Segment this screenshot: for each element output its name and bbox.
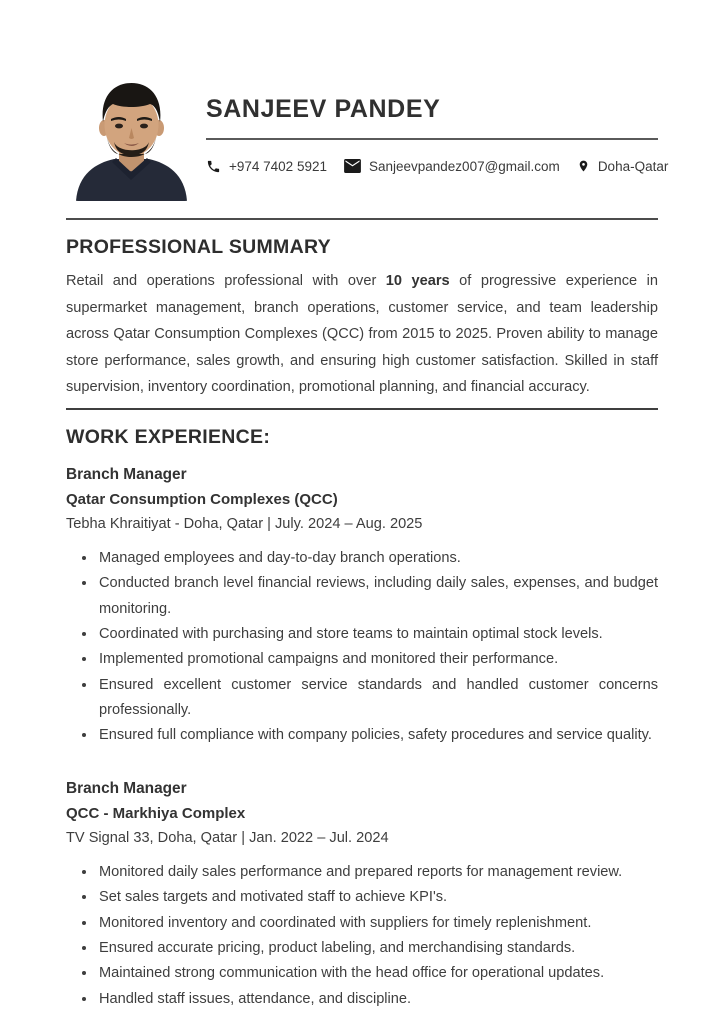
job-company: Qatar Consumption Complexes (QCC) [66, 490, 338, 508]
candidate-name: SANJEEV PANDEY [206, 95, 441, 123]
bullet-item: • Ensured accurate pricing, product labeling, and merchandising standards. [97, 936, 658, 961]
phone-text: +974 7402 5921 [229, 158, 327, 174]
experience-heading: WORK EXPERIENCE: [66, 425, 271, 448]
bullet-item: • Set sales targets and motivated staff to achieve KPI's. [97, 885, 658, 910]
header-divider [66, 218, 658, 220]
phone-icon [206, 159, 221, 174]
bullet-item: • Coordinated with purchasing and store teams to maintain optimal stock levels. [97, 622, 658, 647]
bullet-item: • Managed employees and day-to-day branch operations. [97, 546, 658, 571]
summary-text-1: Retail and operations professional with over [66, 273, 386, 289]
contact-location [577, 158, 669, 174]
job-entry-1 [66, 466, 658, 749]
location-text: Doha-Qatar [597, 158, 669, 174]
email-icon [344, 159, 361, 173]
summary-heading: PROFESSIONAL SUMMARY [66, 236, 331, 258]
bullet-item: • Ensured excellent customer service standards and handled customer concerns professionally. [97, 673, 658, 724]
summary-bold-years: 10 years [385, 273, 450, 289]
resume-header [66, 70, 669, 201]
email-text: Sanjeevpandez007@gmail.com [368, 158, 560, 174]
bullet-item: • Monitored daily sales performance and prepared reports for management review. [97, 860, 658, 885]
contact-email [344, 159, 560, 174]
summary-paragraph [66, 268, 658, 401]
job-location-dates: Tebha Khraitiyat - Doha, Qatar | July. 2024 – Aug. 2025 [66, 515, 423, 532]
summary-divider [66, 408, 658, 410]
profile-photo [66, 70, 197, 201]
name-underline [206, 138, 658, 140]
bullet-item: • Monitored inventory and coordinated with suppliers for timely replenishment. [97, 911, 658, 936]
bullet-item: • Implemented promotional campaigns and monitored their performance. [97, 647, 658, 672]
header-text-block [206, 70, 669, 201]
location-pin-icon [577, 158, 590, 174]
bullet-item: • Maintained strong communication with the head office for operational updates. [97, 961, 658, 986]
job-company: QCC - Markhiya Complex [66, 804, 246, 822]
contact-row [206, 158, 669, 174]
job-title: Branch Manager [66, 465, 187, 483]
job-title: Branch Manager [66, 779, 187, 797]
profile-photo-illustration [66, 70, 197, 201]
bullet-item: • Handled staff issues, attendance, and discipline. [97, 987, 658, 1012]
job-location-dates: TV Signal 33, Doha, Qatar | Jan. 2022 – Jul. 2024 [66, 829, 389, 846]
bullet-item: • Conducted branch level financial reviews, including daily sales, expenses, and budget monitoring. [97, 571, 658, 622]
job-bullet-list [66, 860, 658, 1012]
job-entry-2 [66, 780, 658, 1012]
contact-phone [206, 159, 327, 174]
job-bullet-list [66, 546, 658, 749]
summary-text-2: of progressive experience in supermarket management, branch operations, customer service, and team leadership across Qatar Consumption Complexes (QCC) from 2015 to 2025. Proven ability to manage store performance, sales growth, and ensuring high customer satisfaction. Skilled in staff supervision, inventory coordination, promotional planning, and financial accuracy. [66, 273, 658, 396]
bullet-item: • Ensured full compliance with company policies, safety procedures and service quality. [97, 723, 658, 748]
